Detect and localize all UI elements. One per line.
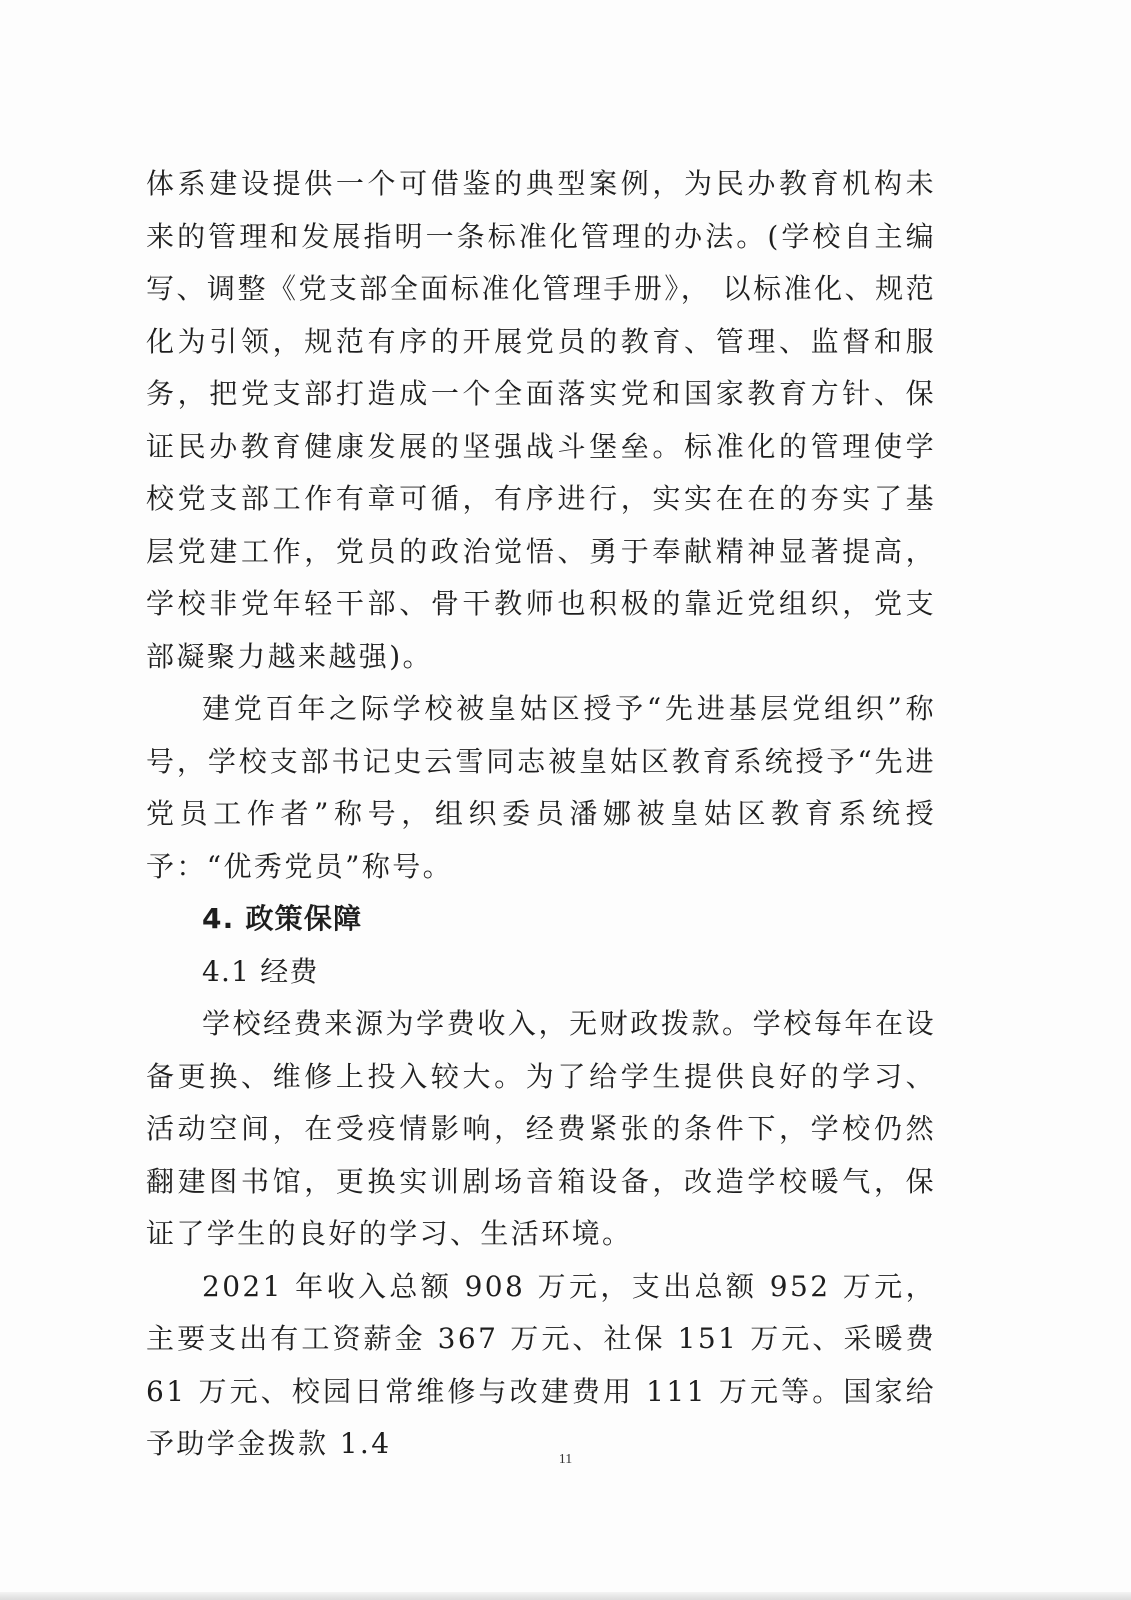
paragraph-funding-2021: 2021 年收入总额 908 万元，支出总额 952 万元，主要支出有工资薪金 367 万元、社保 151 万元、采暖费 61 万元、校园日常维修与改建费用 111 万元等。国家给予助学金拨款 1.4 xyxy=(146,1269,936,1460)
scan-edge xyxy=(0,1592,1131,1600)
paragraph-funding-source: 学校经费来源为学费收入，无财政拨款。学校每年在设备更换、维修上投入较大。为了给学生提供良好的学习、活动空间，在受疫情影响，经费紧张的条件下，学校仍然翻建图书馆，更换实训剧场音箱设备，改造学校暖气，保证了学生的良好的学习、生活环境。 xyxy=(146,1007,936,1250)
document-body xyxy=(146,158,936,1471)
section-heading-policy: 4. 政策保障 xyxy=(202,902,363,935)
subsection-heading-funding: 4.1 经费 xyxy=(202,954,319,988)
paragraph-standardization: 体系建设提供一个可借鉴的典型案例，为民办教育机构未来的管理和发展指明一条标准化管理的办法。(学校自主编写、调整《党支部全面标准化管理手册》， 以标准化、规范化为引领，规范有序的开展党员的教育、管理、监督和服务，把党支部打造成一个全面落实党和国家教育方针、保证民办教育健康发展的坚强战斗堡垒。标准化的管理使学校党支部工作有章可循，有序进行，实实在在的夯实了基层党建工作，党员的政治觉悟、勇于奉献精神显著提高，学校非党年轻干部、骨干教师也积极的靠近党组织，党支部凝聚力越来越强)。 xyxy=(146,167,936,673)
paragraph-honors: 建党百年之际学校被皇姑区授予“先进基层党组织”称号，学校支部书记史云雪同志被皇姑区教育系统授予“先进党员工作者”称号，组织委员潘娜被皇姑区教育系统授予：“优秀党员”称号。 xyxy=(146,692,936,883)
page-number: 11 xyxy=(558,1452,573,1467)
